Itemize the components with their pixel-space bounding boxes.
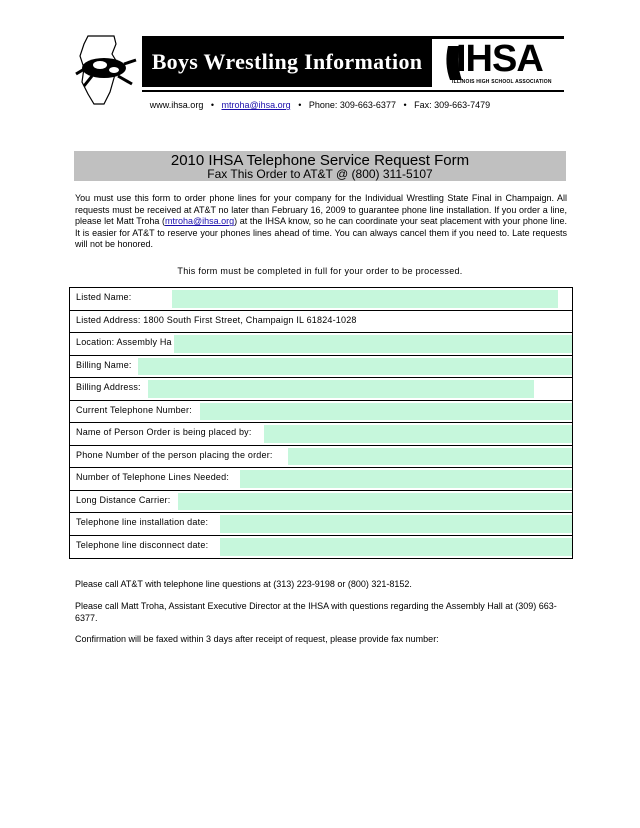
field-label: Phone Number of the person placing the order: — [76, 449, 273, 460]
ihsa-logo-subtext: ILLINOIS HIGH SCHOOL ASSOCIATION — [452, 79, 552, 85]
form-subtitle: Fax This Order to AT&T @ (800) 311-5107 — [207, 167, 433, 181]
form-row-person-name — [70, 423, 572, 446]
form-row-person-phone — [70, 446, 572, 469]
disconnect-date-input[interactable] — [220, 538, 572, 557]
form-title: 2010 IHSA Telephone Service Request Form — [170, 152, 470, 169]
field-label: Current Telephone Number: — [76, 404, 192, 415]
current-phone-input[interactable] — [200, 403, 572, 421]
must-complete-note: This form must be completed in full for your order to be processed. — [177, 266, 463, 276]
header-rule-bottom — [142, 90, 564, 92]
field-label: Telephone line disconnect date: — [76, 539, 209, 550]
form-row-lines-needed — [70, 468, 572, 491]
form-row-listed-address — [70, 311, 572, 334]
form-row-carrier — [70, 491, 572, 514]
fax-text: Fax: 309-663-7479 — [414, 100, 491, 110]
billing-name-input[interactable] — [138, 358, 572, 376]
field-label: Listed Address: 1800 South First Street, Champaign IL 61824-1028 — [76, 314, 357, 325]
field-label: Location: Assembly Ha — [76, 337, 172, 347]
field-label: Number of Telephone Lines Needed: — [76, 472, 230, 482]
billing-address-input[interactable] — [148, 380, 534, 398]
troha-note: Please call Matt Troha, Assistant Executive Director at the IHSA with questions regarding the Assembly Hall at (309) 663-6377. — [75, 601, 557, 623]
bullet: • — [403, 100, 407, 110]
carrier-input[interactable] — [178, 493, 572, 511]
form-row-install-date — [70, 513, 572, 536]
att-note: Please call AT&T with telephone line questions at (313) 223-9198 or (800) 321-8152. — [75, 579, 412, 589]
intro-text-1: You must use this form to order phone lines for your company for the Individual Wrestling State Final in Champaign. All requests must be received at AT&T no later than February 16, 2009 to guarantee phone line installation. If you order a line, please let Matt Troha ( — [75, 193, 567, 227]
wrestling-state-logo — [74, 34, 142, 106]
field-label: Long Distance Carrier: — [76, 494, 171, 505]
lines-needed-input[interactable] — [240, 470, 572, 488]
intro-paragraph — [75, 193, 567, 251]
request-form — [69, 287, 573, 559]
bullet: • — [298, 100, 302, 110]
ihsa-logo-text: IHSA — [456, 38, 543, 80]
field-label: Billing Address: — [76, 382, 141, 392]
form-row-location — [70, 333, 572, 356]
field-label: Name of Person Order is being placed by: — [76, 427, 252, 437]
form-row-listed-name — [70, 288, 572, 311]
person-name-input[interactable] — [264, 425, 572, 443]
banner — [142, 38, 432, 87]
website-text: www.ihsa.org — [149, 100, 204, 110]
form-row-current-phone — [70, 401, 572, 424]
field-label: Listed Name: — [76, 292, 132, 302]
intro-email-link[interactable]: mtroha@ihsa.org — [164, 216, 235, 227]
form-title-box — [74, 151, 566, 181]
field-label: Telephone line installation date: — [76, 517, 209, 527]
form-row-disconnect-date — [70, 536, 572, 559]
listed-name-input[interactable] — [172, 290, 558, 308]
banner-title: Boys Wrestling Information — [151, 49, 423, 74]
phone-text: Phone: 309-663-6377 — [308, 100, 396, 110]
field-label: Billing Name: — [76, 359, 132, 370]
form-row-billing-name — [70, 356, 572, 379]
contact-line — [0, 100, 640, 110]
email-link[interactable]: mtroha@ihsa.org — [221, 100, 291, 110]
install-date-input[interactable] — [220, 515, 572, 533]
form-row-billing-address — [70, 378, 572, 401]
intro-text-2: ) at the IHSA know, so he can coordinate your seat placement with your phone line. It is easier for AT&T to reserve your phones lines ahead of time. You can always cancel them if you need to. Late requests will not be honored. — [75, 216, 567, 250]
location-input[interactable] — [174, 335, 572, 353]
confirmation-note: Confirmation will be faxed within 3 days after receipt of request, please provide fax number: — [75, 634, 439, 644]
person-phone-input[interactable] — [288, 448, 572, 466]
bullet: • — [210, 100, 214, 110]
